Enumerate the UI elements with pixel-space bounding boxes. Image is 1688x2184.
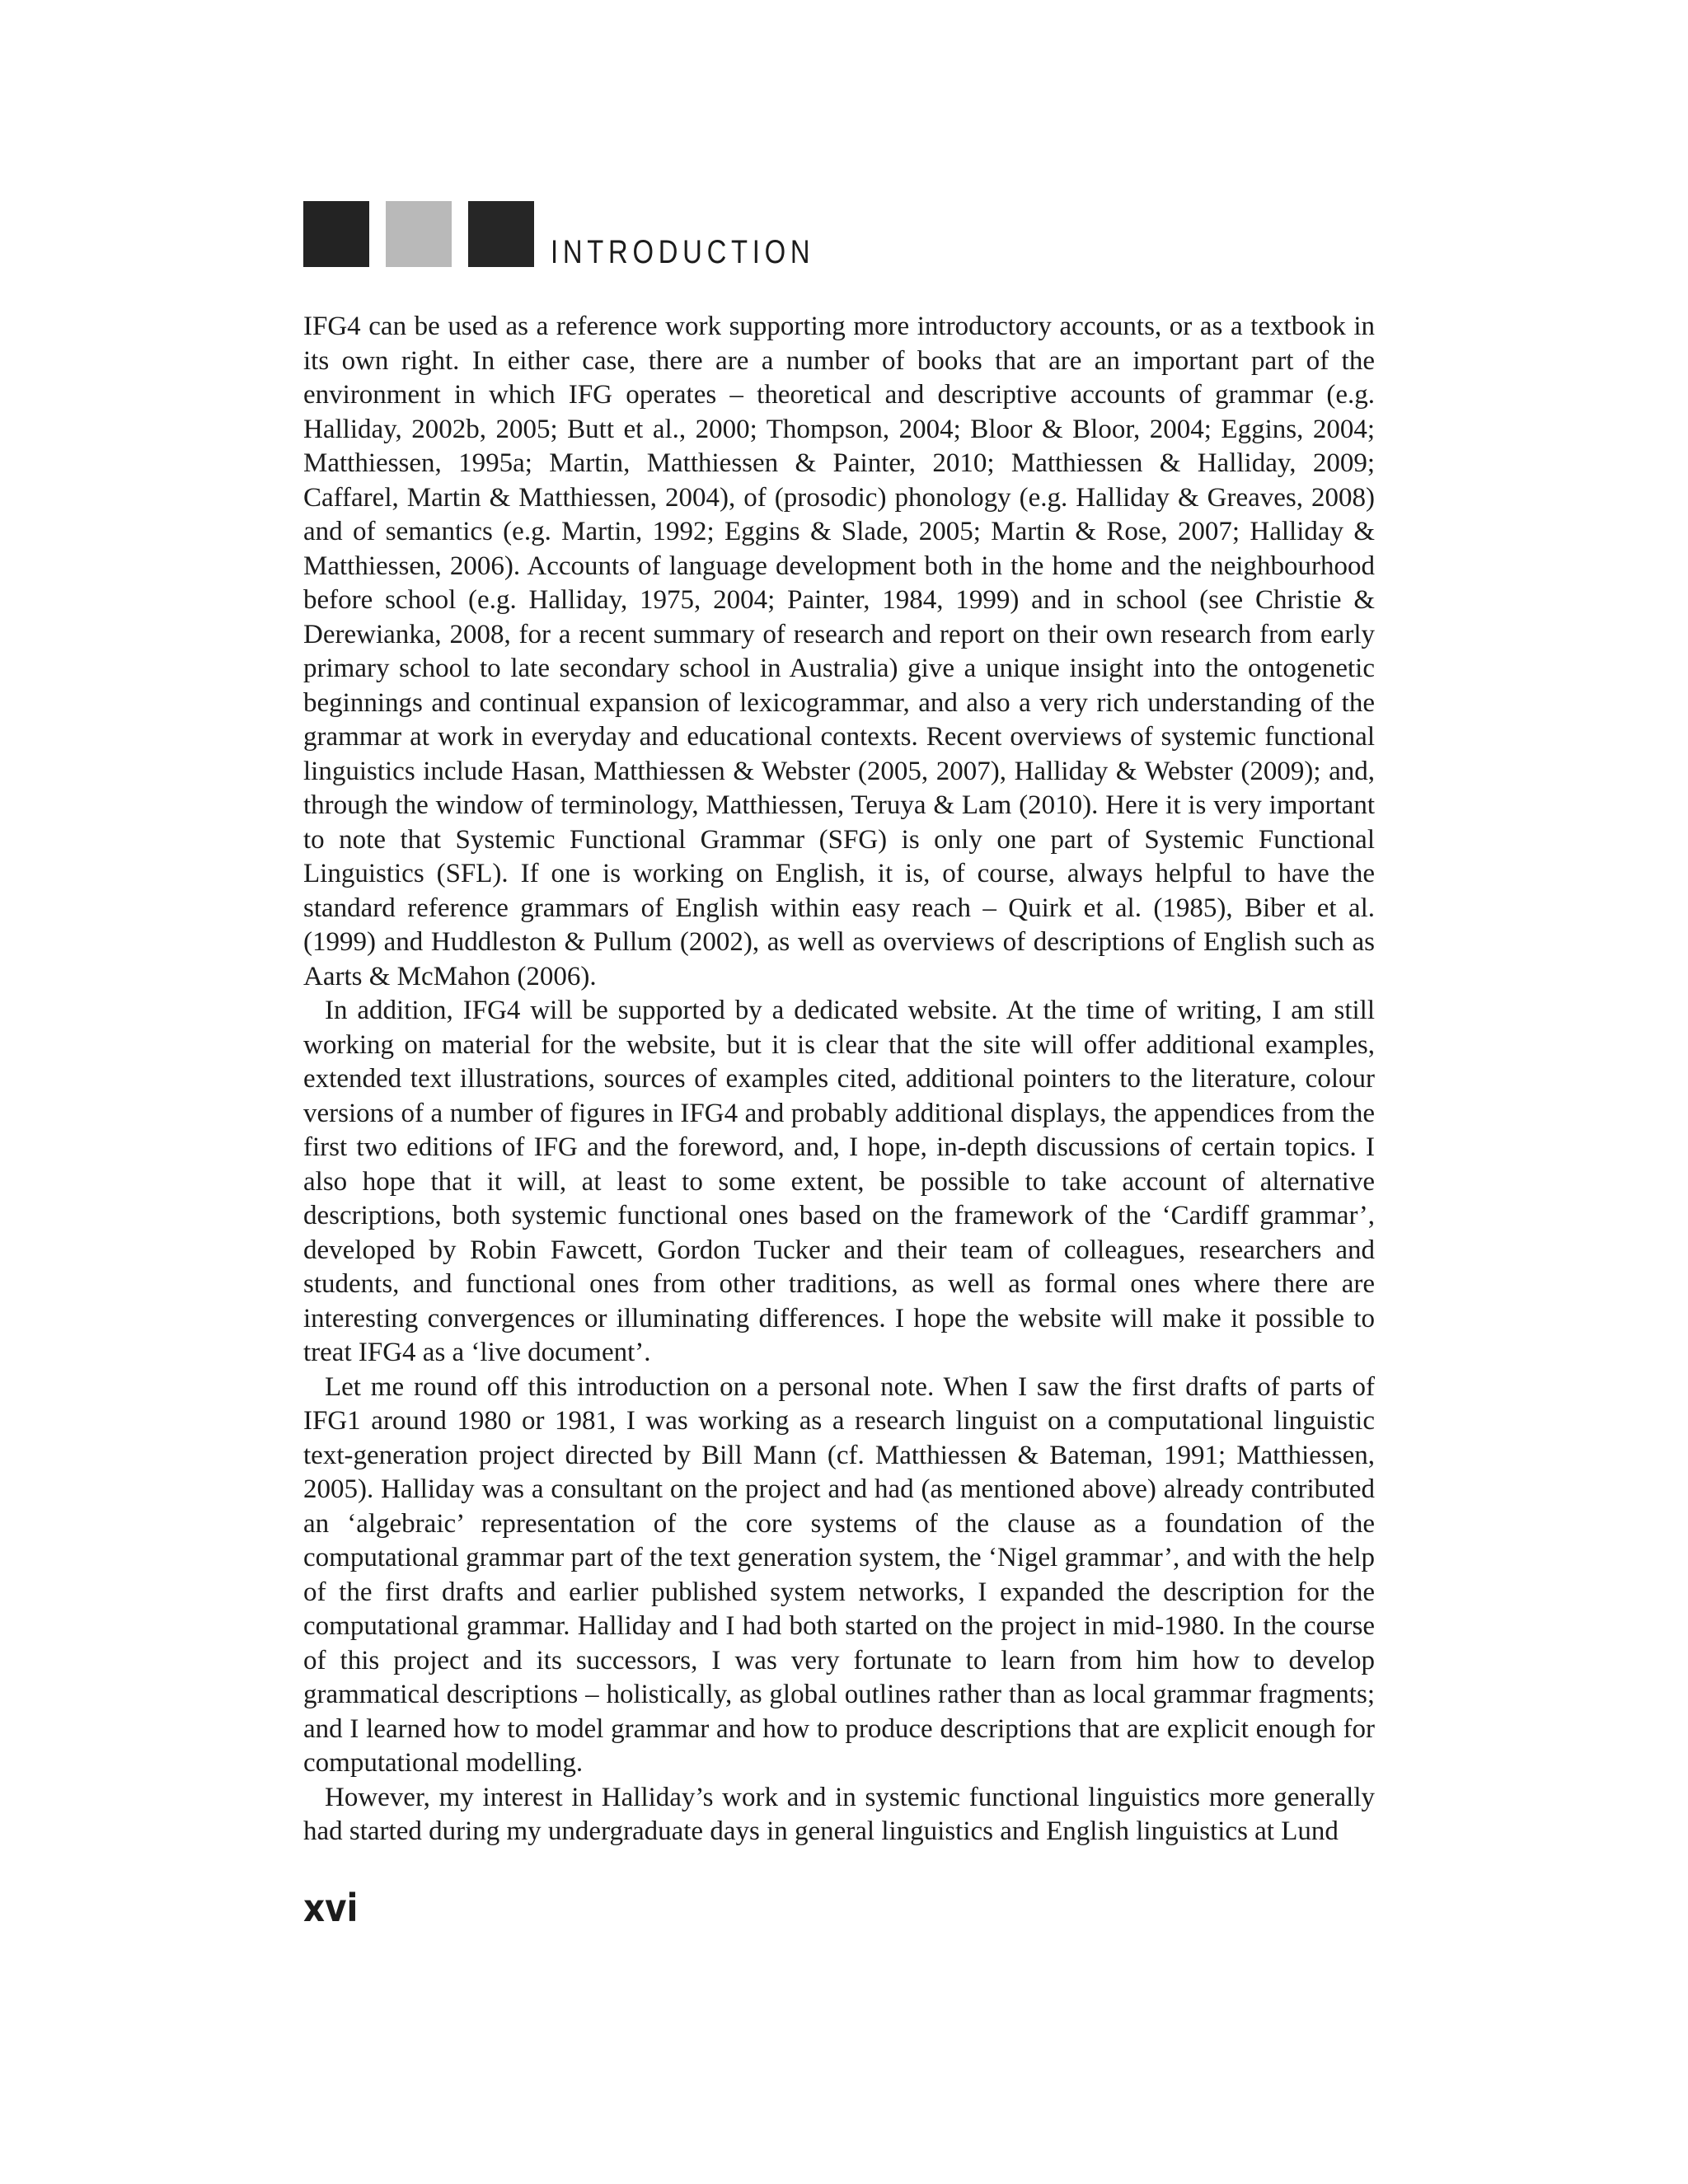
paragraph: IFG4 can be used as a reference work supporting more introductory accounts, or as a textbook in its own right. In either case, there are a number of books that are an important part of the environment in which IFG operates – theoretical and descriptive accounts of grammar (e.g. Halliday, 2002b, 2005; Butt et al., 2000; Thompson, 2004; Bloor & Bloor, 2004; Eggins, 2004; Matthiessen, 1995a; Martin, Matthiessen & Painter, 2010; Matthiessen & Halliday, 2009; Caffarel, Martin & Matthiessen, 2004), of (prosodic) phonology (e.g. Halliday & Greaves, 2008) and of semantics (e.g. Martin, 1992; Eggins & Slade, 2005; Martin & Rose, 2007; Halliday & Matthiessen, 2006). Accounts of language development both in the home and the neighbourhood before school (e.g. Halliday, 1975, 2004; Painter, 1984, 1999) and in school (see Christie & Derewianka, 2008, for a recent summary of research and report on their own research from early primary school to late secondary school in Australia) give a unique insight into the ontogenetic beginnings and continual expansion of lexicogrammar, and also a very rich understanding of the grammar at work in everyday and educational contexts. Recent overviews of systemic functional linguistics include Hasan, Matthiessen & Webster (2005, 2007), Halliday & Webster (2009); and, through the window of terminology, Matthiessen, Teruya & Lam (2010). Here it is very important to note that Systemic Functional Grammar (SFG) is only one part of Systemic Functional Linguistics (SFL). If one is working on English, it is, of course, always helpful to have the standard reference grammars of English within easy reach – Quirk et al. (1985), Biber et al. (1999) and Huddleston & Pullum (2002), as well as overviews of descriptions of English such as Aarts & McMahon (2006). [303,312,1375,991]
header-block-dark [303,201,369,267]
paragraph: In addition, IFG4 will be supported by a dedicated website. At the time of writing, I am still working on material for the website, but it is clear that the site will offer additional examples, extended text illustrations, sources of examples cited, additional pointers to the literature, colour versions of a number of figures in IFG4 and probably additional displays, the appendices from the first two editions of IFG and the foreword, and, I hope, in-depth discussions of certain topics. I also hope that it will, at least to some extent, be possible to take account of alternative descriptions, both systemic functional ones based on the framework of the ‘Cardiff grammar’, developed by Robin Fawcett, Gordon Tucker and their team of colleagues, researchers and students, and functional ones from other traditions, as well as formal ones where there are interesting convergences or illuminating differences. I hope the website will make it possible to treat IFG4 as a ‘live document’. [303,996,1375,1367]
paragraph: However, my interest in Halliday’s work and in systemic functional linguistics more generally had started during my undergraduate days in general linguistics and English linguistics at Lund [303,1782,1375,1846]
page-number: xvi [303,1886,359,1930]
chapter-title: INTRODUCTION [551,234,815,270]
body-text [303,310,1375,1849]
paragraph: Let me round off this introduction on a personal note. When I saw the first drafts of parts of IFG1 around 1980 or 1981, I was working as a research linguist on a computational linguistic text-generation project directed by Bill Mann (cf. Matthiessen & Bateman, 1991; Matthiessen, 2005). Halliday was a consultant on the project and had (as mentioned above) already contributed an ‘algebraic’ representation of the core systems of the clause as a foundation of the computational grammar part of the text generation system, the ‘Nigel grammar’, and with the help of the first drafts and earlier published system networks, I expanded the description for the computational grammar. Halliday and I had both started on the project in mid-1980. In the course of this project and its successors, I was very fortunate to learn from him how to develop grammatical descriptions – holistically, as global outlines rather than as local grammar fragments; and I learned how to model grammar and how to produce descriptions that are explicit enough for computational modelling. [303,1371,1375,1778]
chapter-header [303,201,1375,269]
header-block-dark [468,201,534,267]
header-block-light [386,201,452,267]
